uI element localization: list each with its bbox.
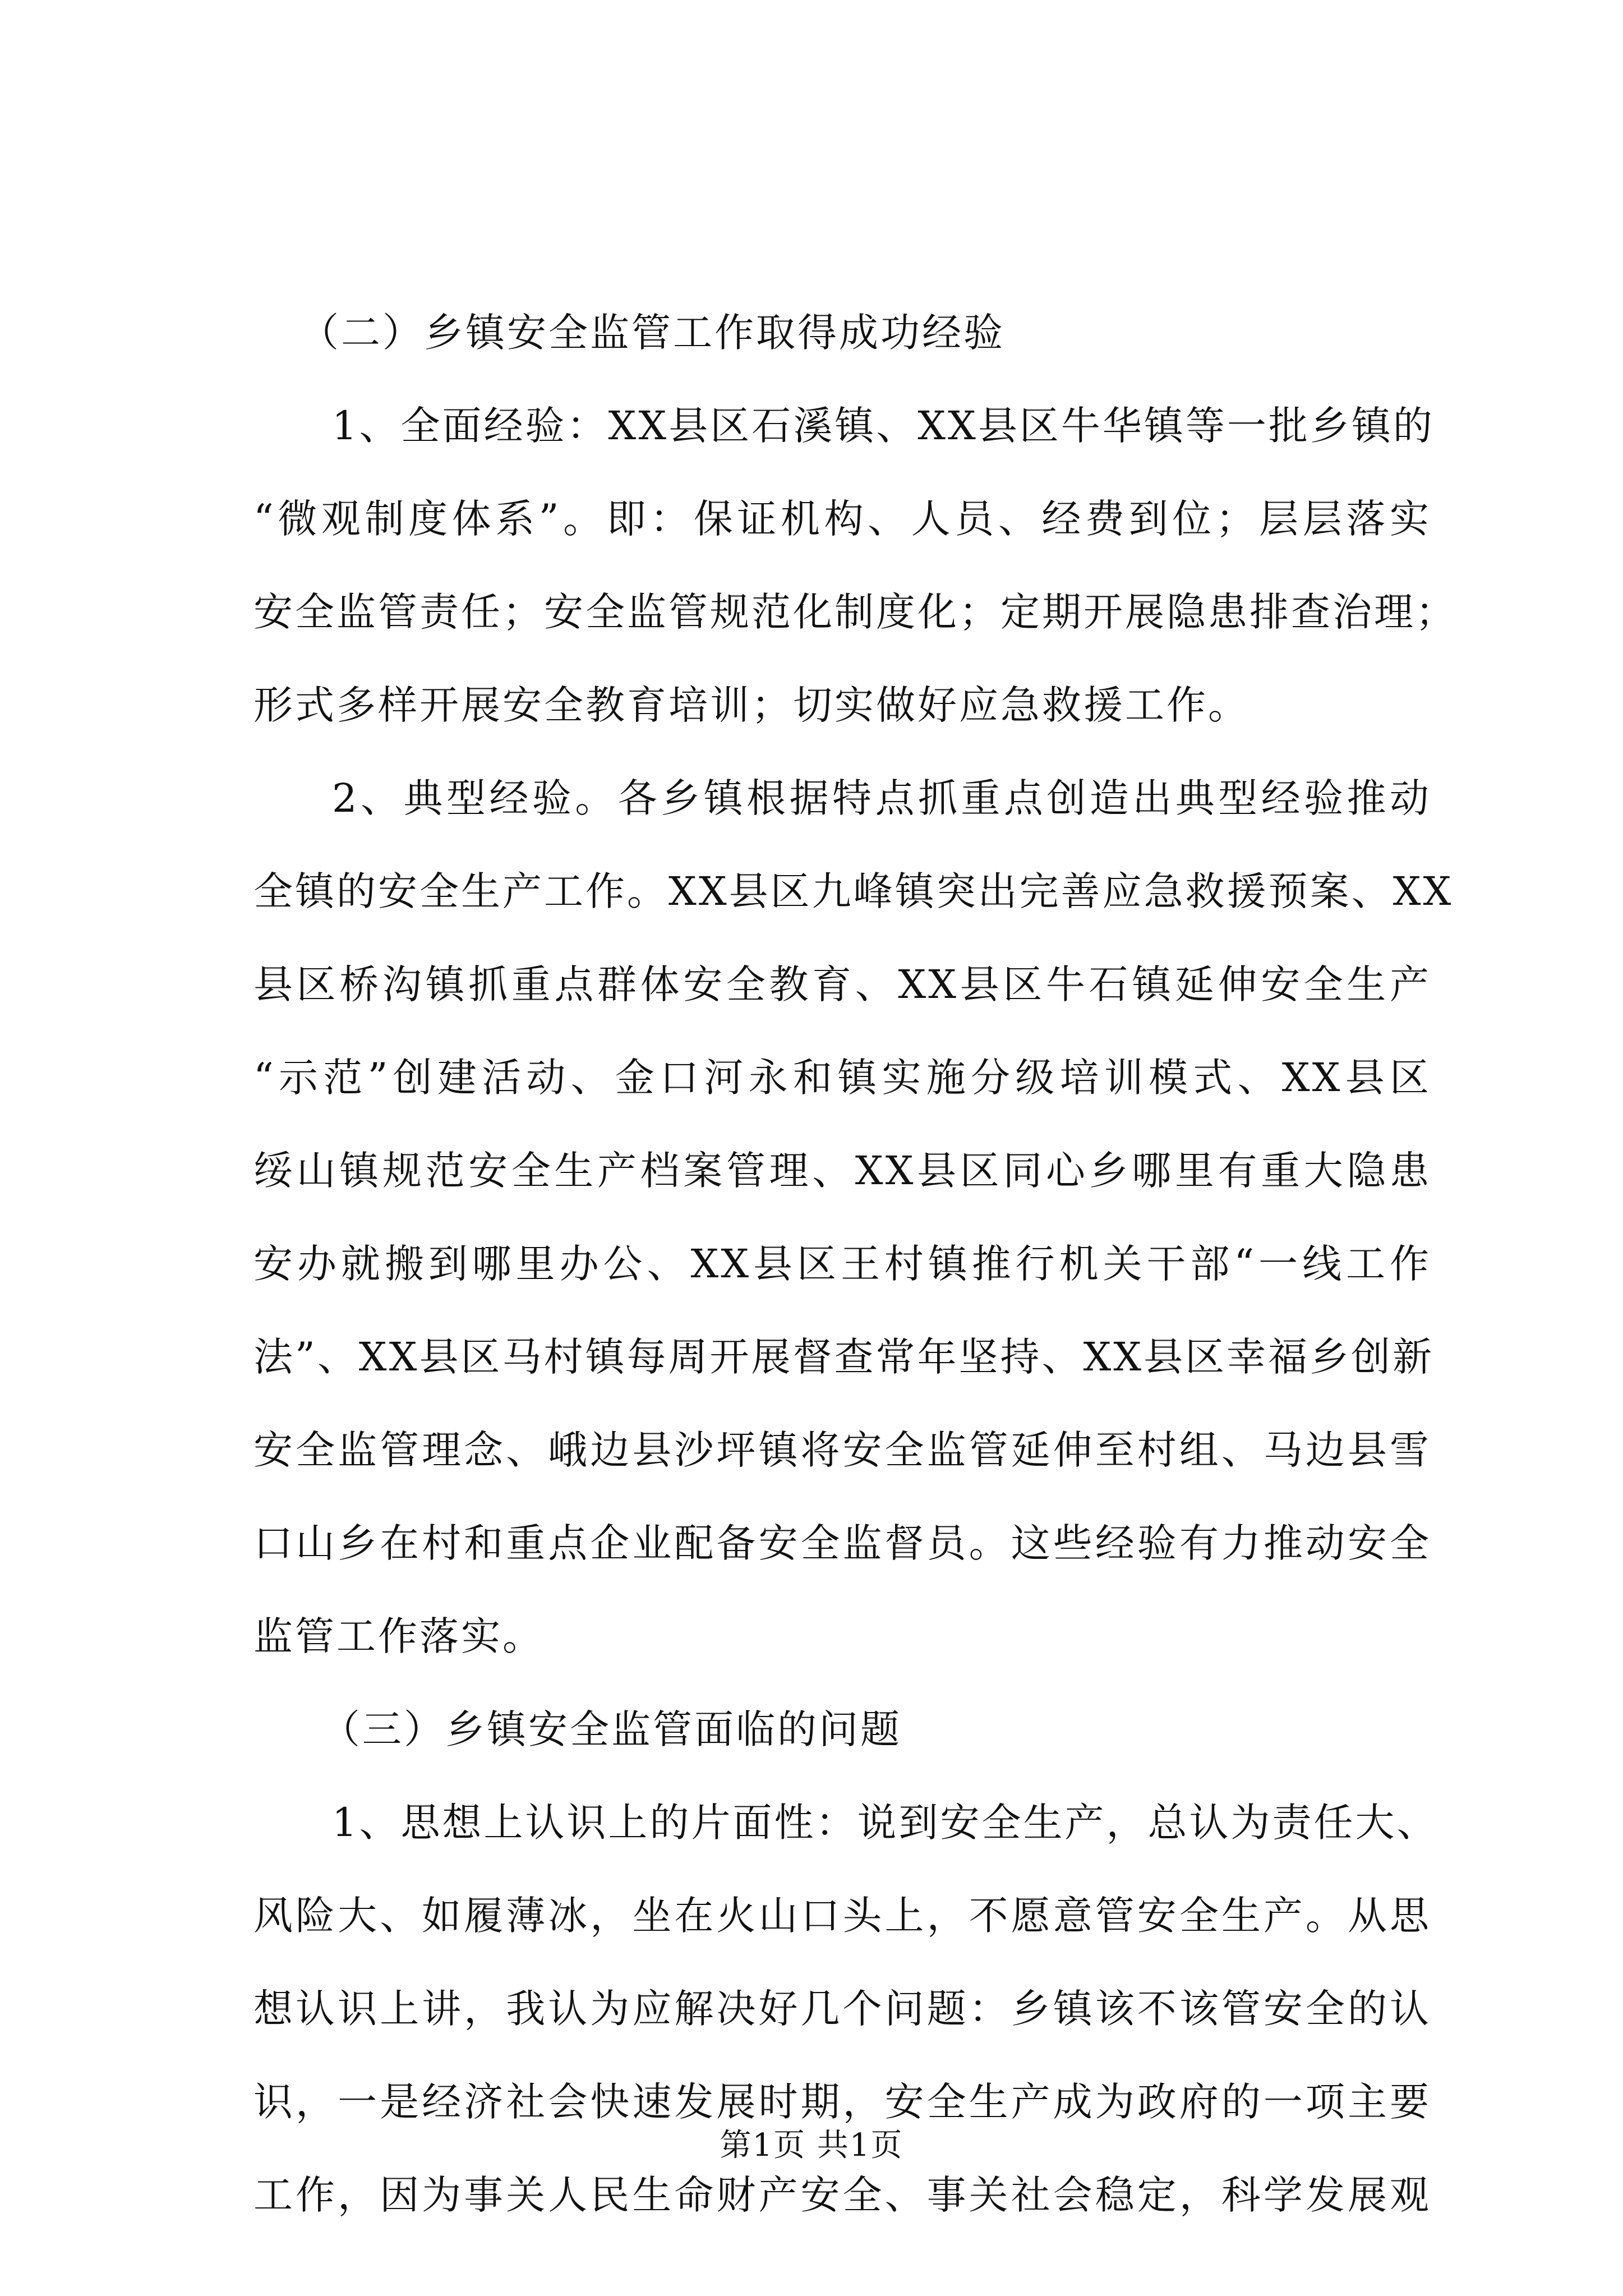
paragraph-line: 想认识上讲，我认为应解决好几个问题：乡镇该不该管安全的认 <box>253 1986 1431 2032</box>
paragraph-line: 安全监管责任；安全监管规范化制度化；定期开展隐患排查治理； <box>253 589 1457 635</box>
paragraph-line: 1、思想上认识上的片面性：说到安全生产，总认为责任大、 <box>332 1800 1438 1846</box>
paragraph-line: 风险大、如履薄冰，坐在火山口头上，不愿意管安全生产。从思 <box>253 1893 1431 1939</box>
section-heading-2: （二）乡镇安全监管工作取得成功经验 <box>299 310 1005 356</box>
section-heading-3: （三）乡镇安全监管面临的问题 <box>321 1706 902 1752</box>
paragraph-line: 口山乡在村和重点企业配备安全监督员。这些经验有力推动安全 <box>253 1520 1431 1566</box>
paragraph-line: 安办就搬到哪里办公、XX县区王村镇推行机关干部“一线工作 <box>253 1241 1431 1287</box>
paragraph-line: 2、典型经验。各乡镇根据特点抓重点创造出典型经验推动 <box>332 775 1431 821</box>
paragraph-line: 法”、XX县区马村镇每周开展督查常年坚持、XX县区幸福乡创新 <box>253 1334 1435 1380</box>
paragraph-line: 县区桥沟镇抓重点群体安全教育、XX县区牛石镇延伸安全生产 <box>253 961 1431 1007</box>
paragraph-line: 绥山镇规范安全生产档案管理、XX县区同心乡哪里有重大隐患 <box>253 1148 1431 1194</box>
paragraph-line: 全镇的安全生产工作。XX县区九峰镇突出完善应急救援预案、XX <box>253 868 1454 914</box>
paragraph-line: 形式多样开展安全教育培训；切实做好应急救援工作。 <box>253 682 1249 728</box>
paragraph-line: 工作，因为事关人民生命财产安全、事关社会稳定，科学发展观 <box>253 2172 1431 2218</box>
page-footer: 第1页 共1页 <box>720 2127 903 2164</box>
paragraph-line: 识，一是经济社会快速发展时期，安全生产成为政府的一项主要 <box>253 2079 1431 2125</box>
paragraph-line: 监管工作落实。 <box>253 1613 544 1659</box>
paragraph-line: 1、全面经验：XX县区石溪镇、XX县区牛华镇等一批乡镇的 <box>332 403 1435 449</box>
paragraph-line: “示范”创建活动、金口河永和镇实施分级培训模式、XX县区 <box>253 1055 1431 1101</box>
paragraph-line: “微观制度体系”。即：保证机构、人员、经费到位；层层落实 <box>253 496 1431 542</box>
document-body <box>253 286 1457 2242</box>
paragraph-line: 安全监管理念、峨边县沙坪镇将安全监管延伸至村组、马边县雪 <box>253 1427 1431 1473</box>
